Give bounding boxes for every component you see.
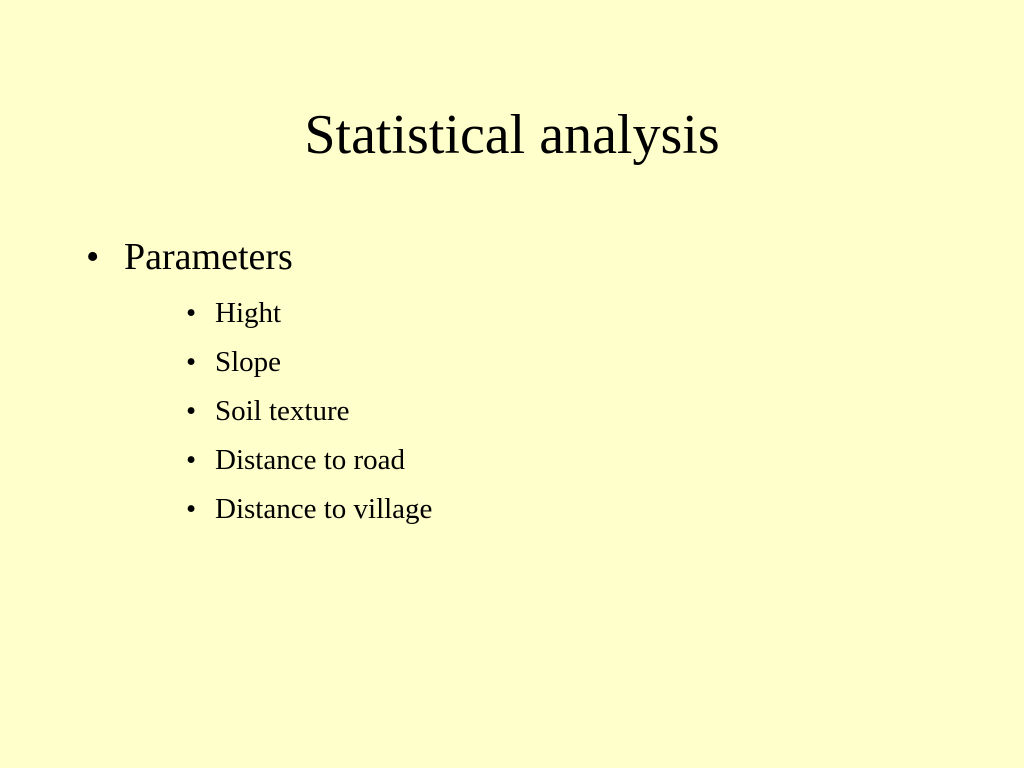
- sub-bullet-item: [186, 491, 432, 527]
- sub-bullet-item: [186, 442, 405, 478]
- bullet-marker-icon: •: [186, 444, 197, 476]
- bullet-marker-icon: •: [186, 346, 197, 378]
- sub-bullet-text: Distance to village: [215, 493, 433, 525]
- sub-bullet-item: [186, 344, 281, 380]
- bullet-marker-icon: •: [186, 395, 197, 427]
- sub-bullet-text: Soil texture: [215, 395, 350, 427]
- sub-bullet-text: Distance to road: [215, 444, 406, 476]
- sub-bullet-text: Slope: [215, 346, 282, 378]
- bullet-marker-icon: •: [86, 236, 100, 278]
- bullet-marker-icon: •: [186, 297, 197, 329]
- bullet-text: Parameters: [124, 236, 293, 278]
- bullet-marker-icon: •: [186, 493, 197, 525]
- sub-bullet-text: Hight: [215, 297, 282, 329]
- slide-title: Statistical analysis: [304, 104, 720, 166]
- sub-bullet-item: [186, 295, 281, 331]
- sub-bullet-item: [186, 393, 350, 429]
- bullet-item-parameters: [86, 234, 293, 280]
